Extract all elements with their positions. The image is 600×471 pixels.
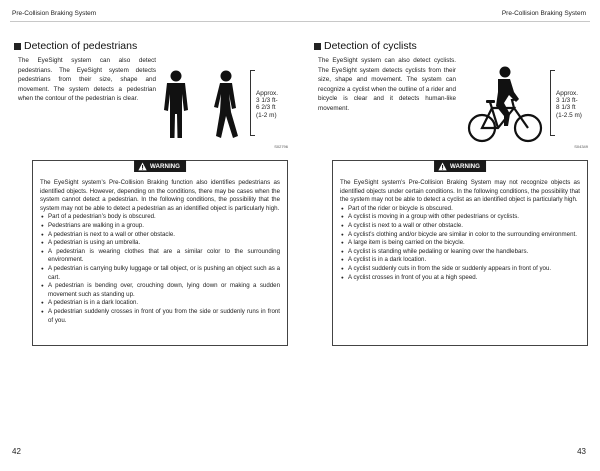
list-item: ● A pedestrian is wearing clothes that are a similar color to the surrounding environment. <box>40 248 280 265</box>
warning-text <box>340 179 580 282</box>
figure-code: S02796 <box>274 144 288 149</box>
running-header: Pre-Collision Braking System <box>501 10 586 17</box>
section-title-text: Detection of pedestrians <box>24 40 138 52</box>
approx-distance <box>556 90 582 119</box>
section-title-cyclists <box>314 40 417 52</box>
list-item: ● A cyclist is standing while pedaling or leaning over the handlebars. <box>340 248 580 257</box>
list-item: ● A pedestrian is using an umbrella. <box>40 239 280 248</box>
warning-intro: The EyeSight system’s Pre-Collision Braking function also identifies pedestrians as identified objects. However, depending on the conditions, there may be cases when the system cannot detect a pedestrian. In the following conditions, the possibility that the system may not be able to detect a pedestrian as an identified object is particularly high. <box>40 179 280 212</box>
approx-ft-min: 3 1/3 ft- <box>556 97 578 105</box>
list-item: ● A cyclist is next to a wall or other obstacle. <box>340 222 580 231</box>
list-item: ● A cyclist suddenly cuts in from the side or suddenly appears in front of you. <box>340 265 580 274</box>
approx-label: Approx. <box>256 90 279 97</box>
header-rule <box>10 21 300 22</box>
pedestrian-silhouettes-icon <box>152 62 252 152</box>
figure-code: S04349 <box>574 144 588 149</box>
intro-paragraph: The EyeSight system can also detect cyclists. The EyeSight system detects cyclists from their size, shape and movement. The system can recognize a cyclist when the outline of a rider and bicycle is clear and it detects human-like movement. <box>318 57 456 112</box>
list-item: ● A pedestrian suddenly crosses in front of you from the side or suddenly runs in front of you. <box>40 308 280 325</box>
section-square-icon <box>314 43 321 50</box>
warning-list <box>40 213 280 325</box>
approx-distance <box>256 90 278 119</box>
approx-ft-max: 8 1/3 ft <box>556 104 576 112</box>
warning-list <box>340 205 580 282</box>
approx-ft-max: 6 2/3 ft <box>256 104 276 112</box>
distance-bracket <box>250 70 254 136</box>
section-title-pedestrians <box>14 40 137 52</box>
list-item: ● Part of a pedestrian’s body is obscured. <box>40 213 280 222</box>
list-item: ● A cyclist crosses in front of you at a high speed. <box>340 274 580 283</box>
warning-label-text: WARNING <box>450 162 480 170</box>
warning-label-text: WARNING <box>150 162 180 170</box>
page-number: 42 <box>12 447 21 456</box>
warning-triangle-icon <box>138 162 147 171</box>
warning-intro: The EyeSight system’s Pre-Collision Braking System may not recognize objects as identified objects under certain conditions. In the following conditions, the possibility that the system may not be able to detect a cyclist as an identified object is particularly high. <box>340 179 580 204</box>
list-item: ● A cyclist is in a dark location. <box>340 256 580 265</box>
warning-text <box>40 179 280 325</box>
list-item: ● A pedestrian is in a dark location. <box>40 299 280 308</box>
warning-triangle-icon <box>438 162 447 171</box>
approx-ft-min: 3 1/3 ft- <box>256 97 278 105</box>
pedestrian-figure <box>152 62 282 152</box>
approx-meters: (1-2.5 m) <box>556 111 582 119</box>
distance-bracket <box>550 70 554 136</box>
list-item: ● A pedestrian is carrying bulky luggage or tall object, or is pushing an object such as a cart. <box>40 265 280 282</box>
list-item: ● A pedestrian is bending over, crouching down, lying down or making a sudden movement such as standing up. <box>40 282 280 299</box>
list-item: ● Part of the rider or bicycle is obscured. <box>340 205 580 214</box>
list-item: ● A cyclist’s clothing and/or bicycle are similar in color to the surrounding environment. <box>340 231 580 240</box>
list-item: ● Pedestrians are walking in a group. <box>40 222 280 231</box>
section-square-icon <box>14 43 21 50</box>
approx-label: Approx. <box>556 90 579 97</box>
section-title-text: Detection of cyclists <box>324 40 417 52</box>
header-rule <box>300 21 590 22</box>
list-item: ● A large item is being carried on the bicycle. <box>340 239 580 248</box>
warning-box <box>32 160 288 346</box>
cyclist-figure <box>452 62 582 152</box>
list-item: ● A pedestrian is next to a wall or other obstacle. <box>40 231 280 240</box>
cyclist-silhouette-icon <box>452 62 552 152</box>
warning-label <box>134 160 186 172</box>
warning-label <box>434 160 486 172</box>
list-item: ● A cyclist is moving in a group with other pedestrians or cyclists. <box>340 213 580 222</box>
page-number: 43 <box>577 447 586 456</box>
right-page <box>300 0 600 471</box>
running-header: Pre-Collision Braking System <box>12 10 97 17</box>
warning-box <box>332 160 588 346</box>
approx-meters: (1-2 m) <box>256 111 277 119</box>
intro-paragraph: The EyeSight system can also detect pedestrians. The EyeSight system detects pedestrians from their size, shape and movement. The system detects a pedestrian when the contour of the pedestrian is clear. <box>18 57 156 102</box>
